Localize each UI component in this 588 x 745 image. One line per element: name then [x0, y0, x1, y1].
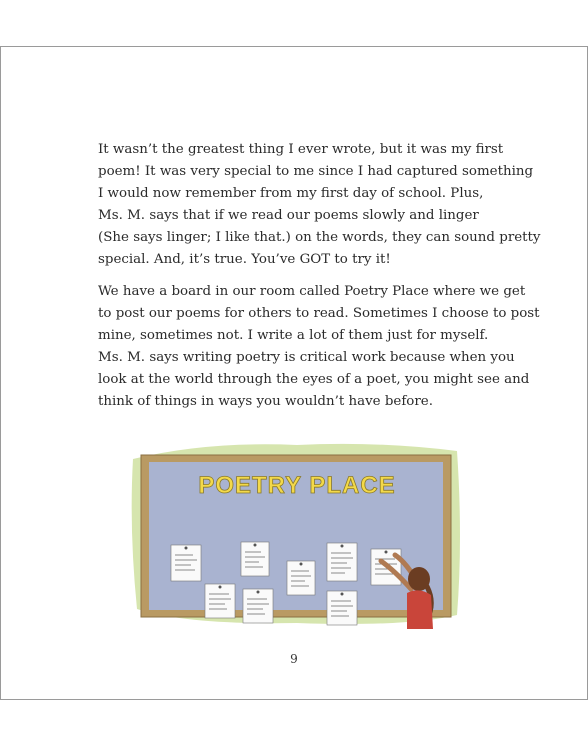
- poem-paper: [243, 589, 273, 623]
- poem-paper: [241, 542, 269, 576]
- text-line: Ms. M. says writing poetry is critical work because when you: [98, 350, 515, 365]
- page-number: 9: [290, 652, 298, 666]
- body-text: [98, 139, 541, 423]
- poem-paper: [205, 584, 235, 618]
- text-line: (She says linger; I like that.) on the words, they can sound pretty: [98, 230, 541, 245]
- text-line: I would now remember from my first day of school. Plus,: [98, 186, 484, 201]
- poem-paper: [287, 561, 315, 595]
- poem-paper: [171, 545, 201, 581]
- text-line: Ms. M. says that if we read our poems slowly and linger: [98, 208, 479, 223]
- board-title: POETRY PLACE: [198, 472, 396, 499]
- book-page: [0, 46, 588, 700]
- paragraph-1: [98, 139, 541, 271]
- poem-paper: [327, 591, 357, 625]
- text-line: to post our poems for others to read. Sometimes I choose to post: [98, 306, 540, 321]
- poetry-board-illustration: [127, 439, 463, 629]
- text-line: mine, sometimes not. I write a lot of them just for myself.: [98, 328, 489, 343]
- text-line: It wasn’t the greatest thing I ever wrote, but it was my first: [98, 142, 504, 157]
- poem-paper: [327, 543, 357, 581]
- text-line: think of things in ways you wouldn’t have before.: [98, 394, 433, 409]
- text-line: poem! It was very special to me since I had captured something: [98, 164, 534, 179]
- text-line: look at the world through the eyes of a poet, you might see and: [98, 372, 530, 387]
- paragraph-2: [98, 281, 540, 413]
- text-line: special. And, it’s true. You’ve GOT to try it!: [98, 252, 391, 267]
- text-line: We have a board in our room called Poetry Place where we get: [98, 284, 526, 299]
